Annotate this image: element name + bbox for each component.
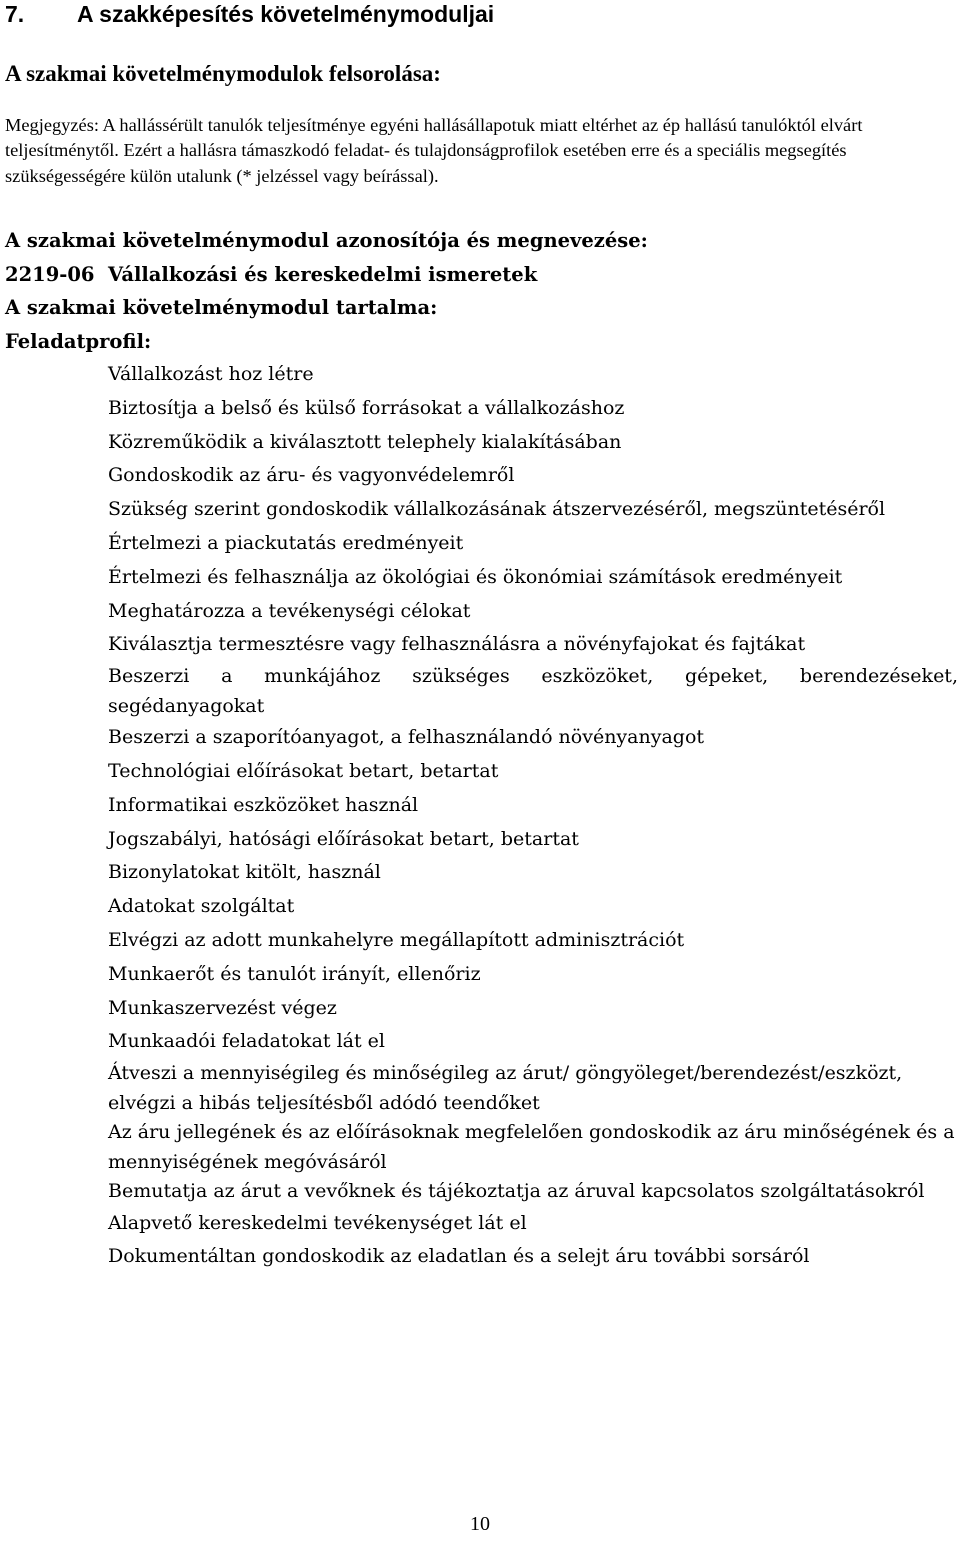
task-item: Munkaadói feladatokat lát el bbox=[108, 1030, 385, 1053]
module-id-heading: A szakmai követelménymodul azonosítója és megnevezése: bbox=[5, 229, 648, 252]
task-item: Informatikai eszközöket használ bbox=[108, 793, 419, 816]
task-item: Gondoskodik az áru- és vagyonvédelemről bbox=[108, 464, 515, 487]
task-item: Elvégzi az adott munkahelyre megállapított adminisztrációt bbox=[108, 928, 685, 951]
module-code: 2219-06 bbox=[5, 262, 95, 286]
task-item: Technológiai előírásokat betart, betartat bbox=[108, 759, 499, 782]
task-item: Jogszabályi, hatósági előírásokat betart, betartat bbox=[108, 827, 579, 850]
task-item: Értelmezi a piackutatás eredményeit bbox=[108, 531, 464, 554]
task-item: Dokumentáltan gondoskodik az eladatlan és a selejt áru további sorsáról bbox=[108, 1245, 810, 1268]
task-item: Meghatározza a tevékenységi célokat bbox=[108, 599, 471, 622]
section-number: 7. bbox=[5, 1, 25, 27]
section-heading bbox=[5, 0, 494, 28]
module-list-heading: A szakmai követelménymodulok felsorolása: bbox=[5, 61, 441, 86]
task-item: Bemutatja az árut a vevőknek és tájékoztatja az áruval kapcsolatos szolgáltatásokról bbox=[108, 1180, 925, 1203]
module-content-heading: A szakmai követelménymodul tartalma: bbox=[5, 296, 438, 319]
task-item: Szükség szerint gondoskodik vállalkozásának átszervezéséről, megszüntetéséről bbox=[108, 498, 886, 521]
task-item: Kiválasztja termesztésre vagy felhasználásra a növényfajokat és fajtákat bbox=[108, 633, 806, 656]
task-item: Beszerzi a munkájához szükséges eszközöket, gépeket, berendezéseket, segédanyagokat bbox=[108, 665, 958, 717]
module-block bbox=[5, 224, 957, 358]
task-item: Bizonylatokat kitölt, használ bbox=[108, 861, 381, 884]
task-item: Átveszi a mennyiségileg és minőségileg az árut/ göngyöleget/berendezést/eszközt, elvégzi a hibás teljesítésből adódó teendőket bbox=[108, 1062, 903, 1114]
task-item: Biztosítja a belső és külső forrásokat a vállalkozáshoz bbox=[108, 396, 625, 419]
task-list bbox=[108, 358, 958, 1274]
page-number: 10 bbox=[470, 1513, 490, 1535]
task-item: Az áru jellegének és az előírásoknak megfelelően gondoskodik az áru minőségének és a mennyiségének megóvásáról bbox=[108, 1121, 955, 1173]
task-item: Munkaszervezést végez bbox=[108, 996, 337, 1019]
task-item: Beszerzi a szaporítóanyagot, a felhasználandó növényanyagot bbox=[108, 726, 705, 749]
task-item: Munkaerőt és tanulót irányít, ellenőriz bbox=[108, 962, 481, 985]
task-item: Közreműködik a kiválasztott telephely kialakításában bbox=[108, 430, 622, 453]
task-item: Értelmezi és felhasználja az ökológiai és ökonómiai számítások eredményeit bbox=[108, 565, 843, 588]
module-name: Vállalkozási és kereskedelmi ismeretek bbox=[108, 262, 538, 286]
task-item: Adatokat szolgáltat bbox=[108, 895, 295, 918]
note-paragraph: Megjegyzés: A hallássérült tanulók teljesítménye egyéni hallásállapotuk miatt eltérhet az ép hallású tanulóktól elvárt teljesítménytől. Ezért a hallásra támaszkodó feladat- és tulajdonságprofilok esetében erre és a speciális megsegítés szükségességére külön utalunk (* jelzéssel vagy beírással). bbox=[5, 115, 863, 186]
module-title bbox=[5, 258, 957, 292]
task-item: Alapvető kereskedelmi tevékenységet lát el bbox=[108, 1211, 527, 1234]
section-title: A szakképesítés követelménymoduljai bbox=[77, 1, 495, 27]
task-item: Vállalkozást hoz létre bbox=[108, 363, 314, 385]
profile-heading: Feladatprofil: bbox=[5, 329, 152, 353]
